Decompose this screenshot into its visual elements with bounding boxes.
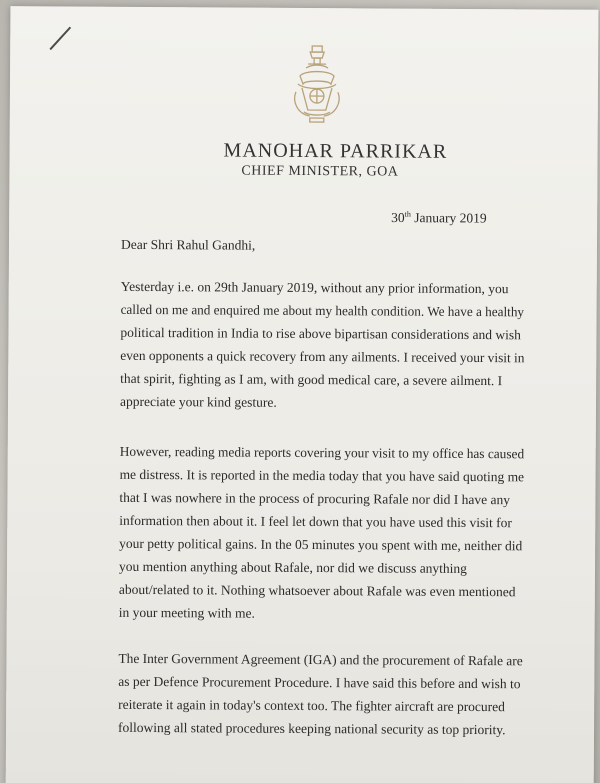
paragraph-line: you mention anything about Rafale, nor did we discuss anything xyxy=(118,558,468,576)
paragraph-line: in your meeting with me. xyxy=(118,604,255,621)
paragraph-line: However, reading media reports covering your visit to my office has caused xyxy=(119,443,525,462)
paragraph-line: as per Defence Procurement Procedure. I have said this before and wish to xyxy=(118,673,521,692)
paragraph-line: me distress. It is reported in the media today that you have said quoting me xyxy=(119,466,525,485)
date-month-year: January 2019 xyxy=(410,210,487,226)
paragraph-line: called on me and enquired me about my health condition. We have a healthy xyxy=(120,301,525,320)
paragraph-line: that spirit, fighting as I am, with good medical care, a severe ailment. I xyxy=(120,370,503,389)
date-suffix: th xyxy=(404,209,411,219)
state-emblem-icon xyxy=(288,42,346,124)
paragraph-line: political tradition in India to rise above bipartisan considerations and wish xyxy=(120,324,521,343)
paragraph-line: Yesterday i.e. on 29th January 2019, without any prior information, you xyxy=(120,278,509,297)
paragraph-line: that I was nowhere in the process of procuring Rafale nor did I have any xyxy=(119,489,511,508)
paragraph-line: following all stated procedures keeping national security as top priority. xyxy=(117,719,506,738)
paragraph-3 xyxy=(118,647,526,741)
paragraph-2 xyxy=(119,440,529,626)
paragraph-line: information then about it. I feel let down that you have used this visit for xyxy=(119,512,512,531)
pen-stroke-mark xyxy=(49,27,71,51)
salutation: Dear Shri Rahul Gandhi, xyxy=(120,236,256,253)
date-day: 30 xyxy=(391,210,405,226)
paragraph-line: appreciate your kind gesture. xyxy=(119,393,277,410)
letterhead-name: MANOHAR PARRIKAR xyxy=(223,139,448,163)
paragraph-line: reiterate it again in today's context too. The fighter aircraft are procured xyxy=(118,696,505,715)
letter-date xyxy=(391,210,487,227)
paragraph-1 xyxy=(120,275,533,416)
paragraph-line: The Inter Government Agreement (IGA) and the procurement of Rafale are xyxy=(118,650,523,669)
paragraph-line: even opponents a quick recovery from any ailments. I received your visit in xyxy=(120,347,525,366)
paragraph-line: about/related to it. Nothing whatsoever about Rafale was even mentioned xyxy=(118,581,516,600)
letterhead-designation: CHIEF MINISTER, GOA xyxy=(241,163,399,180)
letter-page xyxy=(6,6,599,783)
paragraph-line: your petty political gains. In the 05 minutes you spent with me, neither did xyxy=(119,535,523,554)
